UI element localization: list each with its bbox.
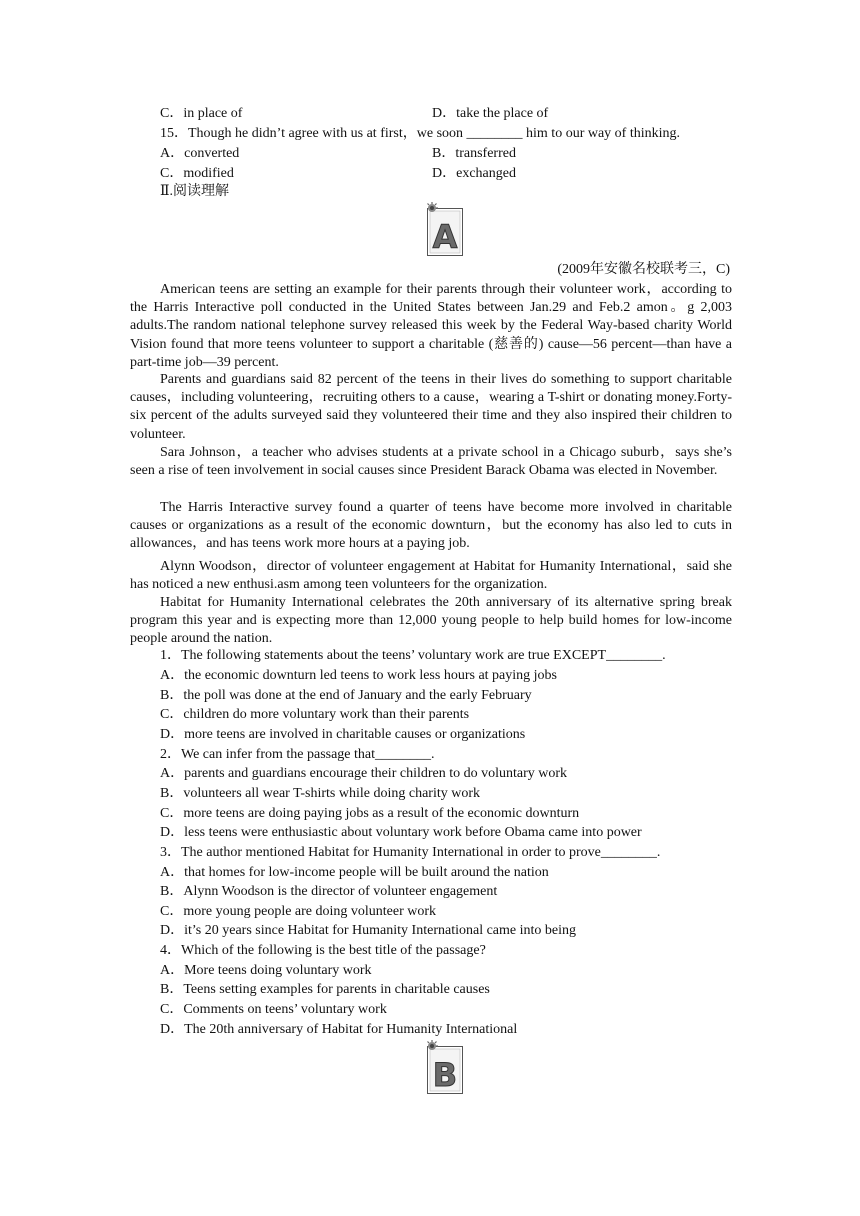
svg-text:A: A [432, 218, 458, 256]
passage-paragraph-1: American teens are setting an example for their parents through their volunteer work，according to the Harris Interactive poll conducted in the United States between Jan.29 and Feb.2 amon。g 2,003 adults.The random national telephone survey released this week by the Federal Way-based charity World Vision found that more teens volunteer to support a charitable (慈善的) cause—56 percent—than have a part-time job—39 percent. [130, 282, 732, 370]
question-3-option-a: A．that homes for low-income people will be built around the nation [160, 865, 549, 880]
question-4-option-b: B．Teens setting examples for parents in charitable causes [160, 982, 490, 997]
question-4-option-d: D．The 20th anniversary of Habitat for Humanity International [160, 1022, 518, 1037]
section-heading: Ⅱ.阅读理解 [160, 184, 230, 199]
question-2-option-d: D．less teens were enthusiastic about voluntary work before Obama came into power [160, 825, 642, 840]
question-4-option-c: C．Comments on teens’ voluntary work [160, 1002, 387, 1017]
option-15-a: A．converted [160, 146, 240, 161]
passage-source: (2009年安徽名校联考三，C) [557, 262, 730, 277]
question-1-option-a: A．the economic downturn led teens to work less hours at paying jobs [160, 668, 557, 683]
option-15-d: D．exchanged [432, 166, 516, 181]
passage-paragraph-3: Sara Johnson，a teacher who advises students at a private school in a Chicago suburb，says she’s seen a rise of teen involvement in social causes since President Barack Obama was elected in November. [130, 445, 732, 479]
question-15-stem: 15．Though he didn’t agree with us at first，we soon ________ him to our way of thinking. [160, 126, 681, 141]
passage-paragraph-4: The Harris Interactive survey found a quarter of teens have become more involved in charitable causes or organizations as a result of the economic downturn，but the economy has also led to cuts in allowances，and has teens work more hours at a paying job. [130, 500, 732, 552]
question-4-option-a: A．More teens doing voluntary work [160, 963, 372, 978]
question-2-option-c: C．more teens are doing paying jobs as a result of the economic downturn [160, 806, 580, 821]
option-14-c: C．in place of [160, 106, 243, 121]
question-3-option-b: B．Alynn Woodson is the director of volunteer engagement [160, 884, 498, 899]
question-1-stem: 1．The following statements about the teens’ voluntary work are true EXCEPT________. [160, 648, 666, 663]
question-2-option-a: A．parents and guardians encourage their children to do voluntary work [160, 766, 568, 781]
passage-paragraph-6: Habitat for Humanity International celebrates the 20th anniversary of its alternative spring break program this year and is expecting more than 12,000 young people to help build homes for low-income people around the nation. [130, 595, 732, 647]
question-3-option-c: C．more young people are doing volunteer work [160, 904, 437, 919]
question-2-stem: 2．We can infer from the passage that________. [160, 747, 435, 762]
option-14-d: D．take the place of [432, 106, 549, 121]
question-1-option-d: D．more teens are involved in charitable causes or organizations [160, 727, 526, 742]
question-4-stem: 4．Which of the following is the best title of the passage? [160, 943, 486, 958]
passage-paragraph-2: Parents and guardians said 82 percent of the teens in their lives do something to support charitable causes，including volunteering，recruiting others to a cause，wearing a T-shirt or donating money.Forty-six percent of the adults surveyed said they volunteered their time and they also inspired their children to volunteer. [130, 372, 732, 442]
question-1-option-c: C．children do more voluntary work than their parents [160, 707, 470, 722]
option-15-c: C．modified [160, 166, 234, 181]
passage-paragraph-5: Alynn Woodson，director of volunteer engagement at Habitat for Humanity International，said she has noticed a new enthusi.asm among teen volunteers for the organization. [130, 559, 732, 593]
question-1-option-b: B．the poll was done at the end of January and the early February [160, 688, 532, 703]
option-15-b: B．transferred [432, 146, 516, 161]
question-2-option-b: B．volunteers all wear T-shirts while doing charity work [160, 786, 480, 801]
svg-text:B: B [432, 1056, 458, 1094]
question-3-stem: 3．The author mentioned Habitat for Humanity International in order to prove________. [160, 845, 661, 860]
question-3-option-d: D．it’s 20 years since Habitat for Humanity International came into being [160, 923, 576, 938]
passage-a-logo [427, 202, 463, 256]
passage-b-logo [427, 1040, 463, 1094]
